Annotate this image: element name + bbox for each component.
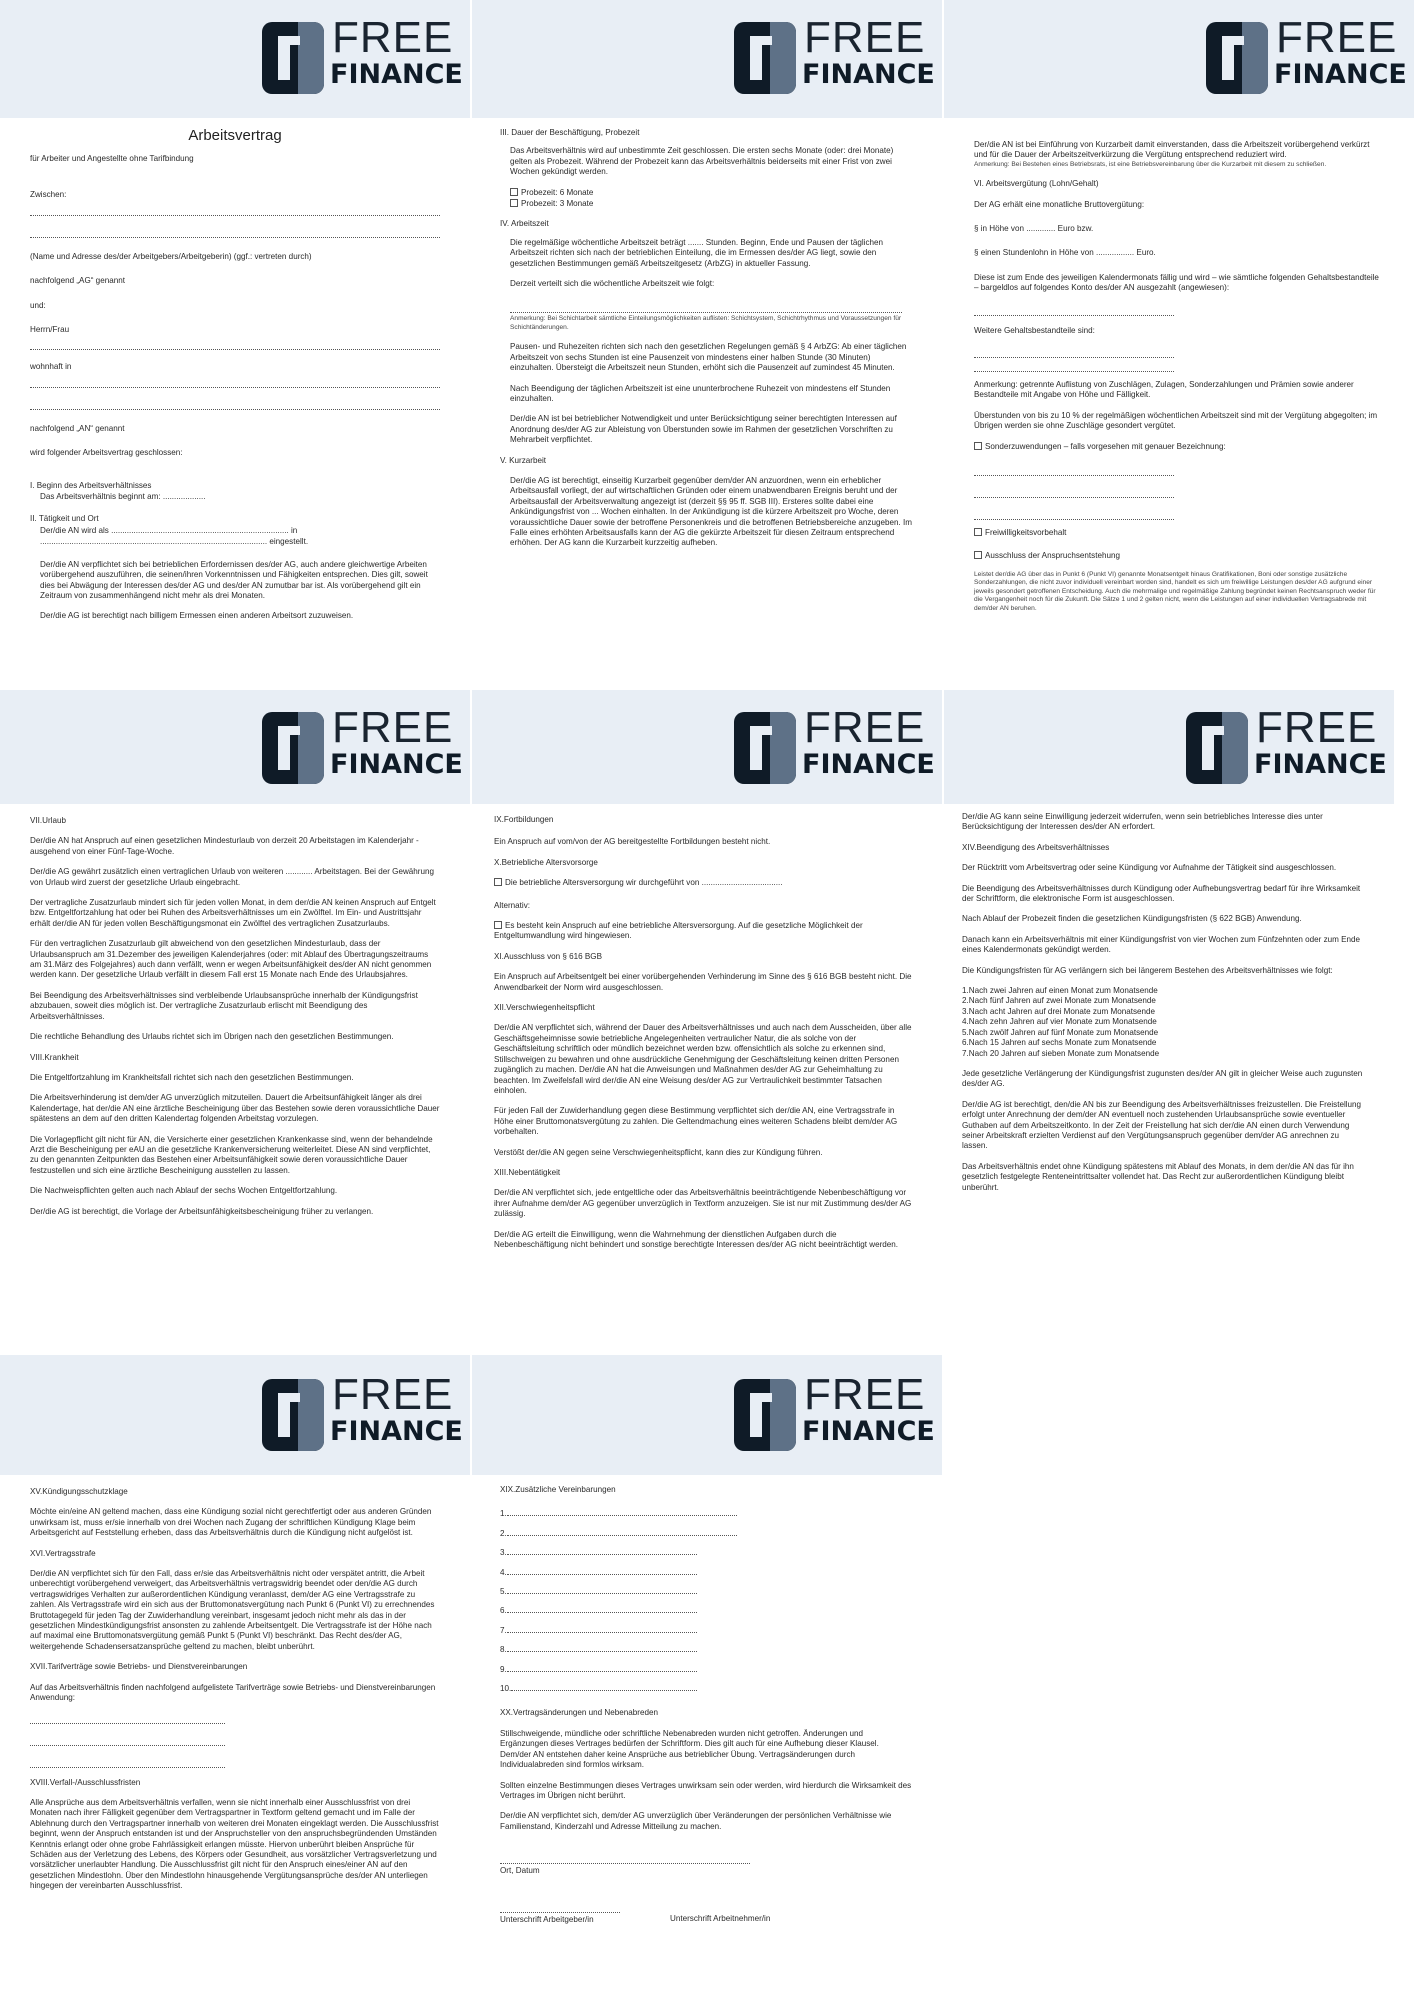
bav-option[interactable]: Die betriebliche Altersversorgung wir durchgeführt von .................................... <box>494 878 912 888</box>
probezeit-3-option[interactable]: Probezeit: 3 Monate <box>500 199 912 209</box>
section-title: XX.Vertragsänderungen und Nebenabreden <box>500 1708 658 1718</box>
paragraph: Der/die AG erteilt die Einwilligung, wenn die Wahrnehmung der dienstlichen Aufgaben durch die Nebenbeschäftigung nicht behindert und sonstige berechtigte Interessen des/der AG nicht beeinträchtigt werden. <box>494 1229 899 1249</box>
agreement-line[interactable] <box>30 1714 225 1724</box>
logo-finance-text: FINANCE <box>330 1416 463 1447</box>
document-title: Arbeitsvertrag <box>188 127 282 144</box>
freefinance-logo <box>1206 13 1407 94</box>
agreement-item[interactable]: 2. <box>500 1529 912 1539</box>
page-content <box>962 812 1364 1198</box>
paragraph: Sollten einzelne Bestimmungen dieses Vertrages unwirksam sein oder werden, wird hierdurch die Wirksamkeit des Vertrages im Übrigen nicht berührt. <box>500 1780 912 1800</box>
place-date-line[interactable] <box>500 1854 750 1864</box>
bonus-line[interactable] <box>974 488 1174 498</box>
logo-finance-text: FINANCE <box>802 1416 935 1447</box>
checkbox-icon[interactable] <box>510 199 518 207</box>
paragraph: Der/die AG ist berechtigt, den/die AN bis zur Beendigung des Arbeitsverhältnisses freizustellen. Die Freistellung erfolgt unter Anrechnung der dem/der AN eventuell noch zustehenden Urlaubsansprüche sowie eventueller Guthaben auf dem Arbeitszeitkonto. In der Zeit der Freistellung hat sich der/die AN einen durch Verwendung seiner Arbeitskraft erzielten Verdienst auf den Vergütungsanspruch gegenüber dem/der AG anrechnen zu lassen. <box>962 1099 1362 1151</box>
page-content <box>30 126 440 627</box>
paragraph: Anmerkung: getrennte Auflistung von Zuschlägen, Zulagen, Sonderzahlungen und Prämien sowie anderer Bestandteile mit Angabe von Höhe und Fälligkeit. <box>974 380 1354 400</box>
checkbox-icon[interactable] <box>974 528 982 536</box>
start-date-line: Das Arbeitsverhältnis beginnt am: ................... <box>40 492 206 502</box>
logo-mark-icon <box>262 22 324 94</box>
page-header <box>0 0 470 118</box>
section-title: V. Kurzarbeit <box>500 455 547 465</box>
note: Anmerkung: Bei Schichtarbeit sämtliche Einteilungsmöglichkeiten auflisten: Schichtsystem, Schichtrhythmus und Voraussetzungen für Schichtänderungen. <box>510 315 902 331</box>
paragraph: Verstößt der/die AN gegen seine Verschwiegenheitspflicht, kann dies zur Kündigung führen. <box>494 1147 823 1157</box>
no-bav-option[interactable]: Es besteht kein Anspruch auf eine betriebliche Altersversorgung. Auf die gesetzliche Möglichkeit der Entgeltumwandlung wird hingewiesen. <box>494 921 863 941</box>
paragraph: Der/die AN verpflichtet sich, während der Dauer des Arbeitsverhältnisses und auch nach dem Ausscheiden, über alle Geschäftsgeheimnisse sowie betriebliche Angelegenheiten vertraulicher Natur, die als solche von der Geschäftsleitung schriftlich oder mündlich bezeichnet werden bzw. offensichtlich als solche zu erkennen sind, Stillschweigen zu bewahren und ohne ausdrückliche Genehmigung der Geschäftsleitung keinen dritten Personen zugänglich zu machen. Der/die AN hat die Anweisungen und Maßnahmen des/der AG zur Geheimhaltung zu beachten. Im Zweifelsfall wird der/die AN eine Weisung des/der AG zur Vertraulichkeit bestimmter Tatsachen einholen. <box>494 1023 912 1095</box>
place-date-label: Ort, Datum <box>500 1866 540 1876</box>
employer-label: (Name und Adresse des/der Arbeitgebers/Arbeitgeberin) (ggf.: vertreten durch) <box>30 251 312 261</box>
paragraph: Alle Ansprüche aus dem Arbeitsverhältnis verfallen, wenn sie nicht innerhalb einer Ausschlussfrist von drei Monaten nach ihrer Fälligkeit gegenüber dem Vertragspartner in Textform geltend gemacht und im Falle der Ablehnung durch den Vertragspartner innerhalb von weiteren drei Monaten eingeklagt werden. Die Ausschlussfrist beginnt, wenn der Anspruch entstanden ist und der Anspruchsteller von den anspruchsbegründenden Umständen Kenntnis erlangt oder ohne grobe Fahrlässigkeit erlangen müsste. Hiervon unberührt bleiben Ansprüche für Schäden aus der Verletzung des Lebens, des Körpers oder Gesundheit, aus vorsätzlicher Vertragsverletzung und vorsätzlicher unerlaubter Handlung. Die Ausschlussfrist gilt nicht für den Anspruch eines/einer AN auf den gesetzlichen Mindestlohn. Über den Mindestlohn hinausgehende Vergütungsansprüche des/der AN unterliegen hingegen der vereinbarten Ausschlussfrist. <box>30 1797 439 1891</box>
paragraph: Überstunden von bis zu 10 % der regelmäßigen wöchentlichen Arbeitszeit sind mit der Vergütung abgegolten; im Übrigen werden sie ohne Zuschläge gesondert vergütet. <box>974 410 1378 431</box>
ausschluss-option[interactable]: Ausschluss der Anspruchsentstehung <box>974 551 1384 561</box>
and-label: und: <box>30 300 46 310</box>
page-1 <box>0 0 470 690</box>
bonus-line[interactable] <box>974 510 1174 520</box>
page-3 <box>944 0 1414 690</box>
logo-mark-icon <box>734 712 796 784</box>
page-content <box>974 140 1384 618</box>
section-title: IV. Arbeitszeit <box>500 219 549 229</box>
note: Leistet der/die AG über das in Punkt 6 (Punkt VI) genannte Monatsentgelt hinaus Gratifikationen, Boni oder sonstige zusätzliche Sonderzahlungen, die nicht zuvor individuell vereinbart worden sind, handelt es sich um freiwillige Leistungen des/der AG aufgrund einer jeweils gesondert getroffenen Entscheidung. Auch die mehrmalige und regelmäßige Zahlung begründet keinen Rechtsanspruch weder für die Vergangenheit noch für die Zukunft. Die Sätze 1 und 2 gelten nicht, wenn die Leistungen auf einer individuellen Vertragsabrede mit dem/der AN beruhen. <box>974 570 1376 612</box>
paragraph: Der AG erhält eine monatliche Bruttovergütung: <box>974 199 1145 209</box>
paragraph: Die Vorlagepflicht gilt nicht für AN, die Versicherte einer gesetzlichen Krankenkasse sind, wenn der behandelnde Arzt die Bescheinigung per eAU an die gesetzliche Krankenversicherung weiterleitet. Diese AN sind verpflichtet, zu den genannten Zeitpunkten das Bestehen einer Arbeitsunfähigkeit sowie deren voraussichtliche Dauer festzustellen und sich eine ärztliche Bescheinigung ausstellen zu lassen. <box>30 1134 433 1175</box>
paragraph: Stillschweigende, mündliche oder schriftliche Nebenabreden wurden nicht getroffen. Änderungen und Ergänzungen dieses Vertrages bedürfen der Schriftform. Dies gilt auch für eine Aufhebung dieser Klausel. Dem/der AN entstehen daher keine Ansprüche aus betrieblicher Übung. Vertragsänderungen durch Individualabreden sind formlos wirksam. <box>500 1728 879 1770</box>
paragraph: Die Arbeitsverhinderung ist dem/der AG unverzüglich mitzuteilen. Dauert die Arbeitsunfähigkeit länger als drei Kalendertage, hat der/die AN eine ärztliche Bescheinigung über das Bestehen sowie deren voraussichtliche Dauer spätestens an dem auf den dritten Kalendertag folgenden Arbeitstag vorzulegen. <box>30 1093 440 1124</box>
paragraph: Ein Anspruch auf vom/von der AG bereitgestellte Fortbildungen besteht nicht. <box>494 837 771 847</box>
schedule-line[interactable] <box>510 303 902 313</box>
paragraph: Der/die AG kann seine Einwilligung jederzeit widerrufen, wenn sein betriebliches Interesse dies unter Berücksichtigung der Interessen des/der AN erfordert. <box>962 812 1323 832</box>
agreement-item[interactable]: 1. <box>500 1509 912 1519</box>
paragraph: Danach kann ein Arbeitsverhältnis mit einer Kündigungsfrist von vier Wochen zum Fünfzehnten oder zum Ende eines Kalendermonats gekündigt werden. <box>962 934 1361 955</box>
list-item: 1.Nach zwei Jahren auf einen Monat zum Monatsende <box>962 986 1158 996</box>
employer-alias: nachfolgend „AG“ genannt <box>30 276 125 286</box>
page-content <box>500 1485 912 1925</box>
section-title: X.Betriebliche Altersvorsorge <box>494 857 598 867</box>
paragraph: Der/die AG ist berechtigt, die Vorlage der Arbeitsunfähigkeitsbescheinigung früher zu verlangen. <box>30 1206 374 1216</box>
signature-row <box>500 1903 912 1925</box>
paragraph: Der/die AN ist bei betrieblicher Notwendigkeit und unter Berücksichtigung seiner berechtigten Interessen auf Anordnung des/der AG zur Ableistung von Überstunden sowie im Rahmen der gesetzlichen Vorschriften zu Mehrarbeit verpflichtet. <box>510 414 897 445</box>
paragraph: Bei Beendigung des Arbeitsverhältnisses sind verbleibende Urlaubsansprüche innerhalb der Kündigungsfrist abzubauen, soweit dies möglich ist. Der vertragliche Zusatzurlaub erlischt mit Beendigung des Arbeitsverhältnisses. <box>30 990 418 1021</box>
page-header <box>0 1355 470 1475</box>
alternative-label: Alternativ: <box>494 900 530 910</box>
employee-signature-label: Unterschrift Arbeitnehmer/in <box>670 1913 771 1923</box>
paragraph: Der/die AG gewährt zusätzlich einen vertraglichen Urlaub von weiteren ............ Arbeitstagen. Bei der Gewährung von Urlaub wird zuerst der gesetzliche Urlaub eingebracht. <box>30 867 434 887</box>
paragraph: Auf das Arbeitsverhältnis finden nachfolgend aufgelistete Tarifverträge sowie Betriebs- und Dienstvereinbarungen Anwendung: <box>30 1682 436 1703</box>
account-line[interactable] <box>974 306 1174 316</box>
agreement-line[interactable] <box>30 1758 225 1768</box>
paragraph: Die Nachweispflichten gelten auch nach Ablauf der sechs Wochen Entgeltfortzahlung. <box>30 1186 338 1196</box>
probezeit-6-option[interactable]: Probezeit: 6 Monate <box>500 188 912 198</box>
section-title: IX.Fortbildungen <box>494 815 554 824</box>
paragraph: Die rechtliche Behandlung des Urlaubs richtet sich im Übrigen nach den gesetzlichen Bestimmungen. <box>30 1032 394 1042</box>
paragraph: Jede gesetzliche Verlängerung der Kündigungsfrist zugunsten des/der AN gilt in gleicher Weise auch zugunsten des/der AG. <box>962 1068 1363 1089</box>
logo-mark-icon <box>262 712 324 784</box>
logo-finance-text: FINANCE <box>802 749 935 780</box>
paragraph: Derzeit verteilt sich die wöchentliche Arbeitszeit wie folgt: <box>510 279 715 289</box>
logo-mark-icon <box>734 1379 796 1451</box>
page-6 <box>944 690 1414 1355</box>
paragraph: Die Beendigung des Arbeitsverhältnisses durch Kündigung oder Aufhebungsvertrag bedarf für ihre Wirksamkeit der Schriftform, die elektronische Form ist ausgeschlossen. <box>962 883 1361 904</box>
paragraph: Nach Ablauf der Probezeit finden die gesetzlichen Kündigungsfristen (§ 622 BGB) Anwendung. <box>962 914 1302 924</box>
logo-mark-icon <box>1186 712 1248 784</box>
component-line[interactable] <box>974 362 1174 372</box>
hourly-wage-line: § einen Stundenlohn in Höhe von ................. Euro. <box>974 248 1156 258</box>
section-title: VIII.Krankheit <box>30 1052 79 1062</box>
agreement-item[interactable]: 8. <box>500 1645 912 1655</box>
note: Anmerkung: Bei Bestehen eines Betriebsrats, ist eine Betriebsvereinbarung über die Kurzarbeit mit diesem zu schließen. <box>974 160 1327 168</box>
location-line: ..................................................................................................... eingestellt. <box>40 537 309 547</box>
paragraph: Der/die AN verpflichtet sich, dem/der AG unverzüglich über Veränderungen der persönlichen Verhältnisse wie Familienstand, Kinderzahl und Adresse Mitteilung zu machen. <box>500 1811 892 1831</box>
section-title: I. Beginn des Arbeitsverhältnisses <box>30 480 152 490</box>
page-2 <box>472 0 942 690</box>
page-content <box>30 816 440 1222</box>
freefinance-logo <box>734 13 935 94</box>
paragraph: Für den vertraglichen Zusatzurlaub gilt abweichend von den gesetzlichen Mindesturlaub, dass der Urlaubsanspruch am 31.Dezember des jeweiligen Kalenderjahres (oder: mit Ablauf des Übertragungszeitraums am 31.März des Folgejahres) auch dann verfällt, wenn er wegen Arbeitsunfähigkeit des/der AN nicht genommen werden kann. Der gesetzliche Urlaub verfällt in diesem Fall erst 15 Monate nach Ende des Urlaubsjahres. <box>30 939 432 980</box>
logo-free-text: FREE <box>332 13 454 62</box>
employer-line-2[interactable] <box>30 228 440 238</box>
paragraph: Möchte ein/eine AN geltend machen, dass eine Kündigung sozial nicht gerechtfertigt oder aus anderen Gründen unwirksam ist, muss er/sie innerhalb von drei Wochen nach Zugang der schriftlichen Kündigung Klage beim Arbeitsgericht auf Feststellung erheben, dass das Arbeitsverhältnis durch die Kündigung nicht aufgelöst ist. <box>30 1507 432 1538</box>
checkbox-icon[interactable] <box>494 878 502 886</box>
section-title: XVIII.Verfall-/Ausschlussfristen <box>30 1777 141 1787</box>
logo-mark-icon <box>1206 22 1268 94</box>
position-line: Der/die AN wird als ............................................................................... in <box>40 525 298 535</box>
checkbox-icon[interactable] <box>494 921 502 929</box>
section-title: XIII.Nebentätigkeit <box>494 1167 561 1177</box>
page-header <box>472 690 942 804</box>
page-content <box>30 1487 440 1897</box>
section-title: XV.Kündigungsschutzklage <box>30 1487 128 1496</box>
agreement-line[interactable] <box>30 1736 225 1746</box>
section-title: VI. Arbeitsvergütung (Lohn/Gehalt) <box>974 179 1099 189</box>
logo-mark-icon <box>262 1379 324 1451</box>
paragraph: Weitere Gehaltsbestandteile sind: <box>974 325 1095 335</box>
section-title: XII.Verschwiegenheitspflicht <box>494 1003 595 1013</box>
section-title: XI.Ausschluss von § 616 BGB <box>494 951 602 961</box>
agreement-item[interactable]: 5. <box>500 1587 912 1597</box>
logo-mark-icon <box>734 22 796 94</box>
page-header <box>472 0 942 118</box>
paragraph: Der/die AN verpflichtet sich bei betrieblichen Erfordernissen des/der AG, auch andere gleichwertige Arbeiten vorübergehend auszuführen, die seinen/ihren Vorkenntnissen und Fähigkeiten entsprechen. Dies gilt, soweit dies bei Abwägung der Interessen des/der AG und des/der AN zumutbar bar ist. Als vorübergehend gilt ein Zeitraum von zusammenhängend nicht mehr als drei Monaten. <box>40 559 428 600</box>
logo-free-text: FREE <box>804 13 926 62</box>
page-content <box>494 815 912 1255</box>
paragraph: Der Rücktritt vom Arbeitsvertrag oder seine Kündigung vor Aufnahme der Tätigkeit sind ausgeschlossen. <box>962 863 1337 873</box>
agreement-item[interactable]: 7. <box>500 1626 912 1636</box>
paragraph: Die Kündigungsfristen für AG verlängern sich bei längerem Bestehen des Arbeitsverhältnisses wie folgt: <box>962 965 1333 975</box>
paragraph: Das Arbeitsverhältnis endet ohne Kündigung spätestens mit Ablauf des Monats, in dem der/die AN das für ihn gesetzlich festgelegte Renteneintrittsalter vollendet hat. Das Recht zur außerordentlichen Kündigung bleibt unberührt. <box>962 1161 1354 1192</box>
page-5 <box>472 690 942 1355</box>
list-item: 2.Nach fünf Jahren auf zwei Monate zum Monatsende <box>962 996 1156 1006</box>
section-title: XIV.Beendigung des Arbeitsverhältnisses <box>962 842 1110 852</box>
freefinance-logo <box>1186 703 1387 784</box>
agreement-item[interactable]: 9. <box>500 1665 912 1675</box>
logo-finance-text: FINANCE <box>330 59 463 90</box>
paragraph: Das Arbeitsverhältnis wird auf unbestimmte Zeit geschlossen. Die ersten sechs Monate (oder: drei Monate) gelten als Probezeit. Während der Probezeit kann das Arbeitsverhältnis beiderseits mit einer Frist von zwei Wochen gekündigt werden. <box>510 146 894 177</box>
paragraph: Diese ist zum Ende des jeweiligen Kalendermonats fällig und wird – wie sämtliche folgenden Gehaltsbestandteile – bargeldlos auf folgendes Konto des/der AN ausgezahlt (angewiesen): <box>974 272 1379 293</box>
logo-free-text: FREE <box>332 703 454 752</box>
between-label: Zwischen: <box>30 190 67 200</box>
agreement-item[interactable]: 6. <box>500 1606 912 1616</box>
freiwilligkeit-option[interactable]: Freiwilligkeitsvorbehalt <box>974 528 1384 538</box>
employer-signature-line[interactable] <box>500 1903 620 1913</box>
logo-finance-text: FINANCE <box>1274 59 1407 90</box>
page-header <box>944 0 1414 118</box>
section-title: XVI.Vertragsstrafe <box>30 1548 96 1558</box>
document-subtitle: für Arbeiter und Angestellte ohne Tarifbindung <box>30 154 194 163</box>
paragraph: Der/die AN hat Anspruch auf einen gesetzlichen Mindesturlaub von derzeit 20 Arbeitstagen im Kalenderjahr - ausgehend von einer Fünf-Tage-Woche. <box>30 836 419 856</box>
freefinance-logo <box>734 1370 935 1451</box>
component-line[interactable] <box>974 348 1174 358</box>
list-item: 6.Nach 15 Jahren auf sechs Monate zum Monatsende <box>962 1038 1157 1048</box>
page-header <box>0 690 470 804</box>
section-title: VII.Urlaub <box>30 816 66 825</box>
section-title: XIX.Zusätzliche Vereinbarungen <box>500 1485 616 1494</box>
freefinance-logo <box>734 703 935 784</box>
list-item: 3.Nach acht Jahren auf drei Monate zum Monatsende <box>962 1006 1156 1016</box>
paragraph: Nach Beendigung der täglichen Arbeitszeit ist eine ununterbrochene Ruhezeit von mindestens elf Stunden einzuhalten. <box>510 383 891 403</box>
freefinance-logo <box>262 1370 463 1451</box>
agreement-item[interactable]: 4. <box>500 1568 912 1578</box>
wohnhaft-label: wohnhaft in <box>30 362 72 372</box>
list-item: 7.Nach 20 Jahren auf sieben Monate zum Monatsende <box>962 1048 1160 1058</box>
freefinance-logo <box>262 703 463 784</box>
paragraph: Der/die AG ist berechtigt, einseitig Kurzarbeit gegenüber dem/der AN anzuordnen, wenn ein erheblicher Arbeitsausfall vorliegt, der auf wirtschaftlichen Gründen oder einem unabwendbaren Ereignis beruht und der Arbeitsausfall der Arbeitsverwaltung angezeigt ist (derzeit §§ 95 ff. SGB III). Ersteres sollte dabei eine Ankündigungsfrist von ... Wochen einhalten. In der Ankündigung ist die kürzere Arbeitszeit pro Woche, deren voraussichtliche Dauer sowie der betroffene Personenkreis und die betroffenen Betriebsbereiche anzugeben. Im Falle eines erhöhten Arbeitsausfalls kann der AG die gekürzte Arbeitszeit für diesen Zeitraum entsprechend erhöhen. Der AG kann die Kurzarbeit kurzzeitig aufheben. <box>510 475 912 548</box>
agreement-item[interactable]: 10. <box>500 1684 912 1694</box>
page-7 <box>0 1355 470 2000</box>
page-8 <box>472 1355 942 2000</box>
page-header <box>472 1355 942 1475</box>
employee-alias: nachfolgend „AN“ genannt <box>30 423 125 433</box>
freefinance-logo <box>262 13 463 94</box>
logo-free-text: FREE <box>1256 703 1378 752</box>
logo-finance-text: FINANCE <box>802 59 935 90</box>
logo-free-text: FREE <box>804 1370 926 1419</box>
checkbox-icon[interactable] <box>974 442 982 450</box>
section-title: XVII.Tarifverträge sowie Betriebs- und Dienstvereinbarungen <box>30 1662 248 1672</box>
paragraph: Der/die AG ist berechtigt nach billigem Ermessen einen anderen Arbeitsort zuzuweisen. <box>40 611 354 621</box>
salary-amount-line: § in Höhe von ............. Euro bzw. <box>974 224 1094 234</box>
bonus-line[interactable] <box>974 466 1174 476</box>
herr-frau-label: Herrn/Frau <box>30 325 70 335</box>
paragraph: Pausen- und Ruhezeiten richten sich nach den gesetzlichen Regelungen gemäß § 4 ArbZG: Ab einer täglichen Arbeitszeit von sechs Stunden ist eine Pausenzeit von mindestens einer halben Stunde (30 Minuten) einzuhalten. Übersteigt die Arbeitszeit neun Stunden, erhöht sich die Pausenzeit auf zumindest 45 Minuten. <box>510 342 907 373</box>
address-line-2[interactable] <box>30 400 440 410</box>
paragraph: Die Entgeltfortzahlung im Krankheitsfall richtet sich nach den gesetzlichen Bestimmungen. <box>30 1072 354 1082</box>
page-content <box>500 128 912 554</box>
page-4 <box>0 690 470 1355</box>
closing-text: wird folgender Arbeitsvertrag geschlossen: <box>30 448 183 458</box>
paragraph: Ein Anspruch auf Arbeitsentgelt bei einer vorübergehenden Verhinderung im Sinne des § 616 BGB besteht nicht. Die Anwendbarkeit der Norm wird ausgeschlossen. <box>494 972 912 992</box>
paragraph: Der/die AN ist bei Einführung von Kurzarbeit damit einverstanden, dass die Arbeitszeit vorübergehend verkürzt und für die Dauer der Arbeitszeitverkürzung die Vergütung entsprechend reduziert wird. <box>974 140 1370 160</box>
section-title: III. Dauer der Beschäftigung, Probezeit <box>500 128 640 137</box>
address-line-1[interactable] <box>30 378 440 388</box>
logo-free-text: FREE <box>1276 13 1398 62</box>
paragraph: Der vertragliche Zusatzurlaub mindert sich für jeden vollen Monat, in dem der/die AN keinen Anspruch auf Entgelt bzw. Entgeltfortzahlung hat oder bei Ruhen des Arbeitsverhältnisses um ein Zwölftel. Im Ein- und Austrittsjahr erhält der/die AN für jeden vollen Beschäftigungsmonat ein Zwölftel des vertraglichen Zusatzurlaubs. <box>30 898 436 928</box>
paragraph: Der/die AN verpflichtet sich, jede entgeltliche oder das Arbeitsverhältnis beeinträchtigende Nebenbeschäftigung vor ihrer Aufnahme dem/der AG gegenüber unverzüglich in Textform anzuzeigen. Sie ist nur mit Zustimmung des/der AG zulässig. <box>494 1188 912 1219</box>
logo-free-text: FREE <box>332 1370 454 1419</box>
paragraph: Der/die AN verpflichtet sich für den Fall, dass er/sie das Arbeitsverhältnis nicht oder verspätet antritt, die Arbeit unberechtigt vorübergehend verweigert, das Arbeitsverhältnis vertragswidrig beendet oder den/die AG durch vertragswidriges Verhalten zur außerordentlichen Kündigung veranlasst, dem/der AG eine Vertragsstrafe zu zahlen. Als Vertragsstrafe wird ein sich aus der Bruttomonatsvergütung nach Punkt 6 (Punkt VI) zu errechnendes Bruttotagegeld für jeden Tag der Zuwiderhandlung vereinbart, insgesamt jedoch nicht mehr als das in der gesetzlichen Mindestkündigungsfrist ansonsten zu zahlende Arbeitsentgelt. Die Vertragsstrafe ist der Höhe nach auf maximal eine Bruttomonatsvergütung gemäß Punkt 5 (Punkt VI) beschränkt. Das Recht des/der AG, weitergehende Schadensersatzansprüche geltend zu machen, bleibt unberührt. <box>30 1569 435 1651</box>
sonderzuwendungen-option[interactable]: Sonderzuwendungen – falls vorgesehen mit genauer Bezeichnung: <box>974 442 1384 452</box>
paragraph: Die regelmäßige wöchentliche Arbeitszeit beträgt ....... Stunden. Beginn, Ende und Pausen der täglichen Arbeitszeit richten sich nach der betrieblichen Einteilung, die im Ermessen des/der AG liegt, sowie den gesetzlichen Bestimmungen gemäß Arbeitszeitgesetz (ArbZG) in aktueller Fassung. <box>510 237 883 268</box>
checkbox-icon[interactable] <box>510 188 518 196</box>
agreement-item[interactable]: 3. <box>500 1548 912 1558</box>
employee-name-line[interactable] <box>30 340 440 350</box>
logo-free-text: FREE <box>804 703 926 752</box>
checkbox-icon[interactable] <box>974 551 982 559</box>
logo-finance-text: FINANCE <box>330 749 463 780</box>
paragraph: Für jeden Fall der Zuwiderhandlung gegen diese Bestimmung verpflichtet sich der/die AN, eine Vertragsstrafe in Höhe einer Bruttomonatsvergütung zu zahlen. Die Geltendmachung eines weiteren Schadens bleibt dem/der AG vorbehalten. <box>494 1106 898 1137</box>
list-item: 4.Nach zehn Jahren auf vier Monate zum Monatsende <box>962 1017 1157 1027</box>
list-item: 5.Nach zwölf Jahren auf fünf Monate zum Monatsende <box>962 1027 1159 1037</box>
employer-signature-label: Unterschrift Arbeitgeber/in <box>500 1914 594 1924</box>
logo-finance-text: FINANCE <box>1254 749 1387 780</box>
section-title: II. Tätigkeit und Ort <box>30 514 99 524</box>
page-header <box>944 690 1394 804</box>
employer-line-1[interactable] <box>30 206 440 216</box>
